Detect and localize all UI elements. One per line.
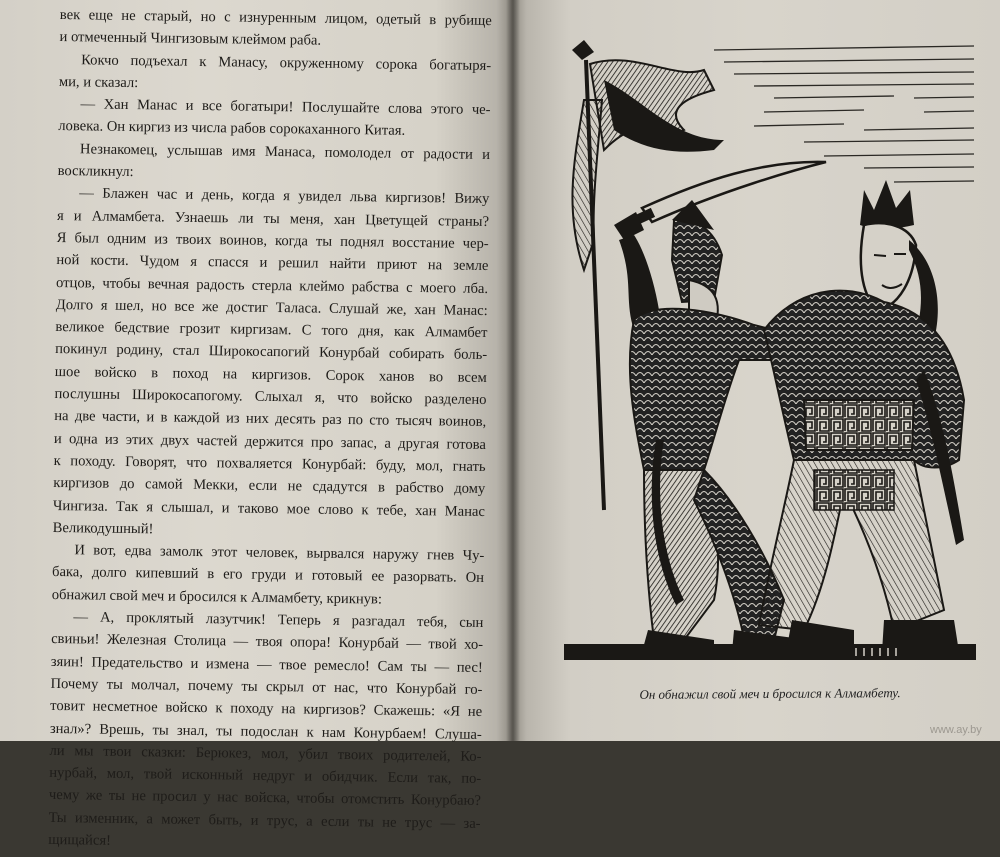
text-line: нурбай, мол, твой исконный недруг и обидчик. Если так, по- bbox=[49, 765, 482, 788]
text-line: Почему ты молчал, почему ты скрыл от нас, что Конурбай го- bbox=[50, 675, 483, 698]
text-line: киргизов до самой Мекки, если не сдадутся в рабство дому bbox=[53, 475, 486, 498]
text-line: Великодушный! bbox=[52, 519, 154, 538]
text-line: — Блажен час и день, когда я увидел льва киргизов! Вижу bbox=[79, 185, 490, 208]
text-line: послушны Широкосапогому. Слыхал я, что войско разделено bbox=[54, 386, 487, 409]
text-line: Незнакомец, услышав имя Манаса, помолодел от радости и bbox=[79, 141, 491, 163]
text-line: ли мы твои сказки: Берюкез, мол, убил твоих родителей, Ко- bbox=[49, 742, 482, 765]
text-line: — А, проклятый лазутчик! Теперь я разгадал тебя, сын bbox=[73, 609, 484, 631]
raised-sword bbox=[614, 162, 826, 240]
right-warrior bbox=[759, 180, 964, 652]
text-line: шое войско в поход на киргизов. Сорок ханов во всем bbox=[54, 363, 487, 386]
watermark: www.ay.by bbox=[930, 724, 982, 736]
text-line: свиньи! Железная Столица — твоя опора! Конурбай — твой хо- bbox=[51, 631, 484, 654]
text-line: зяин! Предательство и измена — твое ремесло! Сам ты — пес! bbox=[50, 653, 483, 676]
text-line: отцов, чтобы вечная радость стерла клеймо рабства с моего лба. bbox=[55, 274, 489, 297]
text-line: я и Алмамбета. Узнаешь ли ты меня, хан Цветущей страны? bbox=[56, 207, 490, 230]
sky-lines bbox=[714, 46, 974, 182]
text-line: Чингиза. Так я слышал, и таково мое слово к тебе, хан Манас bbox=[52, 497, 486, 520]
text-line: воскликнул: bbox=[57, 163, 134, 181]
text-line: И вот, едва замолк этот человек, вырвался наружу гнев Чу- bbox=[74, 542, 485, 565]
text-line: бака, долго кипевший в его груди и готовый ее разорвать. Он bbox=[51, 564, 485, 587]
text-line: покинул родину, стал Широкосапогий Конурбай собирать боль- bbox=[55, 341, 488, 364]
text-line: век еще не старый, но с изнуренным лицом, одетый в рубище bbox=[59, 6, 492, 30]
text-line: Я был одним из твоих воинов, когда ты поднял восстание чер- bbox=[56, 229, 489, 252]
text-line: товит несметное войско к походу на киргизов? Скажешь: «Я не bbox=[50, 698, 483, 721]
text-line: — Хан Манас и все богатыри! Послушайте слова этого че- bbox=[80, 96, 491, 119]
text-line: обнажил свой меч и бросился к Алмамбету, крикнув: bbox=[51, 586, 383, 608]
text-line: ми, и сказал: bbox=[58, 73, 139, 91]
text-line: великое бедствие грозит киргизам. С того дня, как Алмамбет bbox=[55, 319, 488, 342]
text-line: ной кости. Чудом я спасся и решил найти приют на земле bbox=[56, 252, 489, 275]
text-line: и одна из этих двух частей держится про запас, а другая готова bbox=[53, 430, 487, 453]
ground-strip bbox=[564, 644, 976, 660]
text-line: знал»? Врешь, ты знал, ты подослан к нам Конурбаем! Слуша- bbox=[49, 720, 482, 743]
text-line: Кокчо подъехал к Манасу, окруженному сорока богатыря- bbox=[81, 51, 492, 74]
text-line: Ты изменник, а может быть, и трус, а если ты не трус — за- bbox=[48, 809, 481, 832]
text-line: щищайся! bbox=[48, 831, 112, 849]
text-line: Долго я шел, но все же достиг Таласа. Слушай же, хан Манас: bbox=[55, 296, 488, 319]
illustration-caption: Он обнажил свой меч и бросился к Алмамбету. bbox=[639, 685, 901, 702]
text-line: чему же ты не просил у нас войска, чтобы отомстить Конурбаю? bbox=[48, 787, 482, 810]
text-line: на две части, и в каждой из них десять раз по сто тысяч воинов, bbox=[54, 408, 487, 431]
book-gutter bbox=[506, 0, 520, 741]
text-line: и отмеченный Чингизовым клеймом раба. bbox=[59, 29, 322, 49]
body-text bbox=[48, 4, 492, 857]
text-line: ловека. Он киргиз из числа рабов сорокаханного Китая. bbox=[58, 118, 406, 140]
text-line: к походу. Говорят, что похваляется Конурбай: буду, мол, гнать bbox=[53, 452, 486, 475]
woodcut-illustration bbox=[564, 40, 976, 662]
